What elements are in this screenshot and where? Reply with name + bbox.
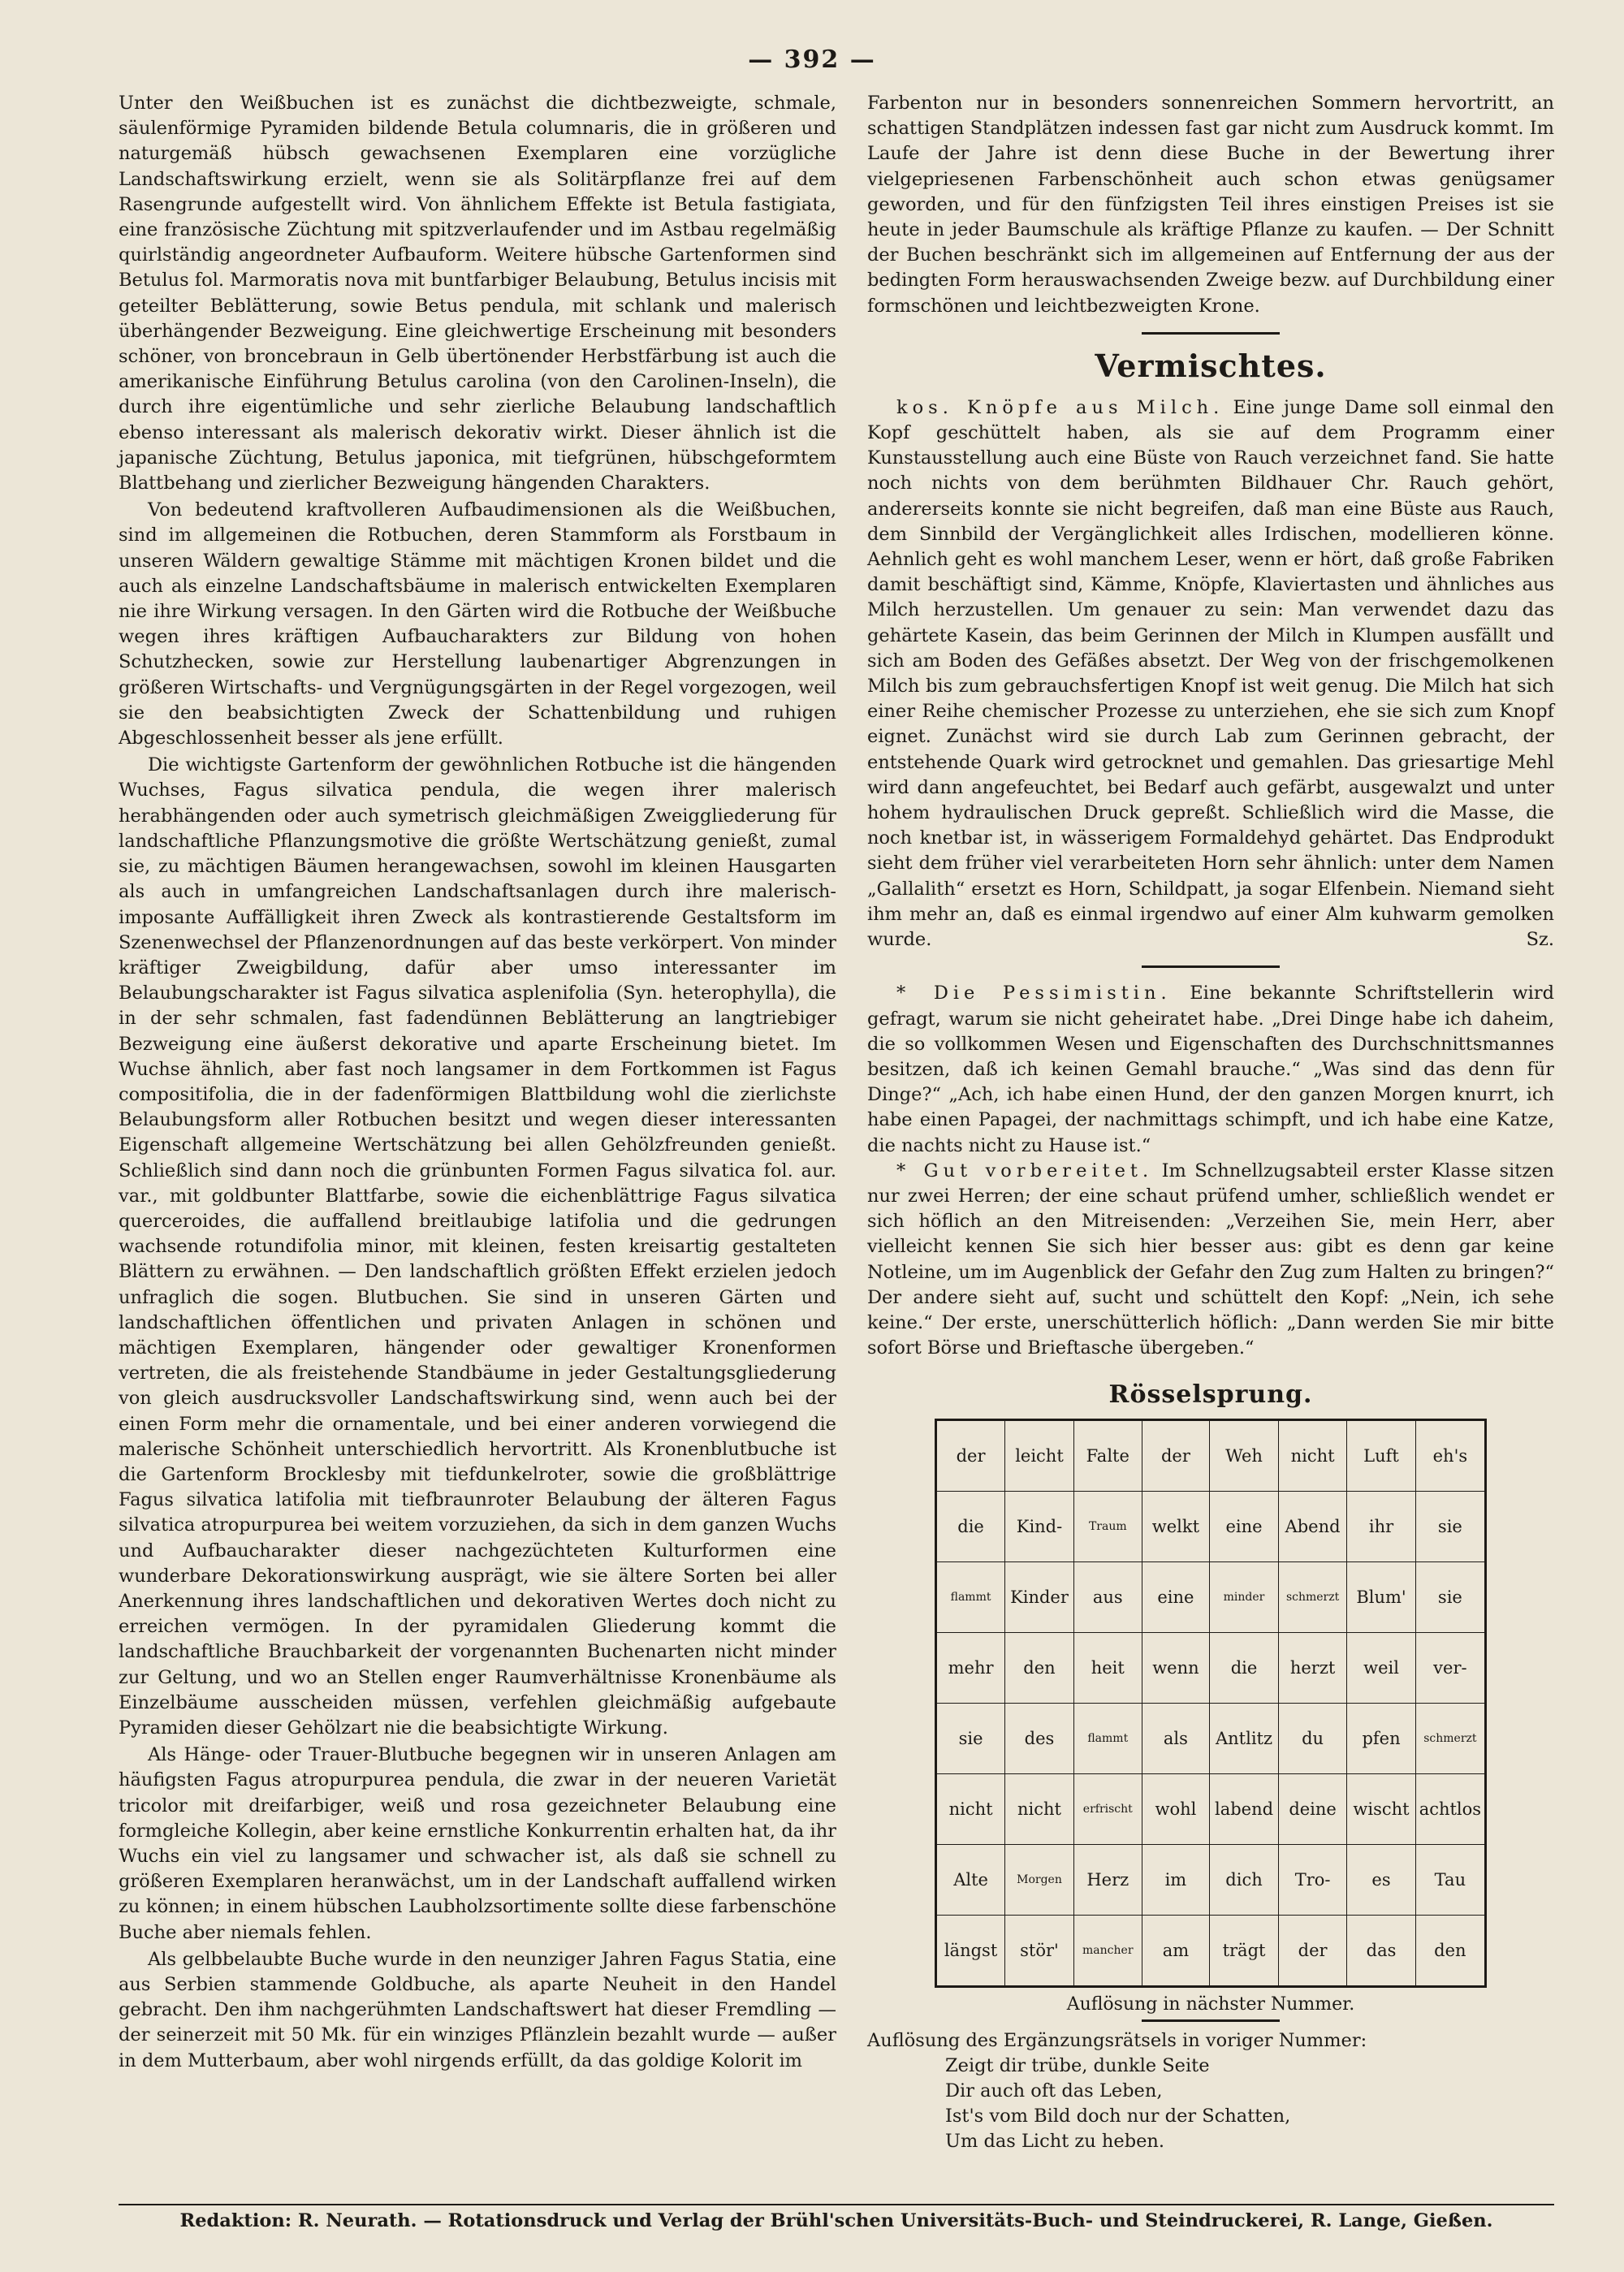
grid-cell: mancher xyxy=(1073,1916,1142,1987)
grid-cell: den xyxy=(1415,1916,1485,1987)
grid-cell: leicht xyxy=(1005,1420,1074,1492)
article-paragraph: Als gelbbelaubte Buche wurde in den neunziger Jahren Fagus Statia, eine aus Serbien stammende Goldbuche, als aparte Neuheit in den Handel gebracht. Den ihm nachgerühmten Landschaftswert hat dieser Fremdling — der seinerzeit mit 50 Mk. für ein winziges Pflänzlein bezahlt wurde — außer in dem Mutterbaum, aber wohl nirgends erfüllt, da das goldige Kolorit im xyxy=(119,1948,836,2071)
grid-cell: mehr xyxy=(936,1633,1005,1704)
grid-cell: deine xyxy=(1278,1774,1346,1845)
grid-cell: Weh xyxy=(1210,1420,1279,1492)
grid-cell: der xyxy=(1278,1916,1346,1987)
news-item-lead: * Die Pessimistin. xyxy=(896,983,1172,1004)
solution-heading: Auflösung des Ergänzungsrätsels in voriger Nummer: xyxy=(867,2030,1367,2052)
grid-cell: herzt xyxy=(1278,1633,1346,1704)
article-paragraph: Von bedeutend kraftvolleren Aufbaudimensionen als die Weißbuchen, sind im allgemeinen die Rotbuchen, deren Stammform als Forstbaum in unseren Wäldern gewaltige Stämme mit mächtigen Kronen bildet und die auch als einzelne Landschaftsbäume in malerisch entwickelten Exemplaren nie ihre Wirkung versagen. In den Gärten wird die Rotbuche der Weißbuche wegen ihres kräftigen Aufbaucharakters zur Bildung von hohen Schutzhecken, sowie zur Herstellung laubenartiger Abgrenzungen in größeren Wirtschafts- und Vergnügungsgärten in der Regel vorgezogen, weil sie den beabsichtigten Zweck der Schattenbildung und ruhigen Abgeschlossenheit besser als jene erfüllt. xyxy=(119,499,836,749)
grid-cell: Tau xyxy=(1415,1845,1485,1916)
grid-cell: dich xyxy=(1210,1845,1279,1916)
grid-row xyxy=(936,1633,1486,1704)
grid-cell: weil xyxy=(1347,1633,1415,1704)
grid-cell: längst xyxy=(936,1916,1005,1987)
article-continuation: Farbenton nur in besonders sonnenreichen Sommern hervortritt, an schattigen Standplätzen indessen fast gar nicht zum Ausdruck kommt. Im Laufe der Jahre ist denn diese Buche in der Bewertung ihrer vielgepriesenen Farbenschönheit auch schon etwas genügsamer geworden, und für den fünfzigsten Teil ihres einstigen Preises ist sie heute in jeder Baumschule als kräftige Pflanze zu kaufen. — Der Schnitt der Buchen beschränkt sich im allgemeinen auf Entfernung der aus der bedingten Form herauswachsenden Zweige bezw. auf Durchbildung einer formschönen und leichtbezweigten Krone. xyxy=(867,93,1554,317)
grid-cell: sie xyxy=(1415,1562,1485,1633)
puzzle-divider xyxy=(1142,2019,1280,2022)
news-item-lead: * Gut vorbereitet. xyxy=(896,1160,1154,1181)
grid-row xyxy=(936,1562,1486,1633)
grid-cell: welkt xyxy=(1142,1492,1209,1562)
grid-cell: Luft xyxy=(1347,1420,1415,1492)
grid-cell: achtlos xyxy=(1415,1774,1485,1845)
news-item-text: Im Schnellzugsabteil erster Klasse sitzen nur zwei Herren; der eine schaut prüfend umher, schließlich wendet er sich höflich an den Mitreisenden: „Verzeihen Sie, mein Herr, aber vielleicht kennen Sie sich hier besser aus: gibt es denn gar keine Notleine, um im Augenblick der Gefahr den Zug zum Halten zu bringen?“ Der andere sieht auf, sucht und schüttelt den Kopf: „Nein, ich sehe keine.“ Der erste, unerschütterlich höflich: „Dann werden Sie mir bitte sofort Börse und Brieftasche übergeben.“ xyxy=(867,1160,1554,1359)
grid-cell: die xyxy=(1210,1633,1279,1704)
puzzle-title: Rösselsprung. xyxy=(1108,1380,1313,1410)
imprint-footer: Redaktion: R. Neurath. — Rotationsdruck und Verlag der Brühl'schen Universitäts-Buch- und Steindruckerei, R. Lange, Gießen. xyxy=(179,2210,1493,2231)
vermischtes-title: Vermischtes. xyxy=(1095,347,1327,384)
grid-cell: nicht xyxy=(1278,1420,1346,1492)
grid-cell: Falte xyxy=(1073,1420,1142,1492)
grid-cell: eine xyxy=(1210,1492,1279,1562)
grid-cell: heit xyxy=(1073,1633,1142,1704)
grid-cell: wischt xyxy=(1347,1774,1415,1845)
grid-row xyxy=(936,1774,1486,1845)
poem-line: Ist's vom Bild doch nur der Schatten, xyxy=(945,2106,1291,2127)
grid-cell: flammt xyxy=(936,1562,1005,1633)
grid-cell: Kind- xyxy=(1005,1492,1074,1562)
grid-cell: du xyxy=(1278,1704,1346,1774)
grid-cell: nicht xyxy=(1005,1774,1074,1845)
grid-cell: flammt xyxy=(1073,1704,1142,1774)
grid-cell: pfen xyxy=(1347,1704,1415,1774)
grid-cell: sie xyxy=(1415,1492,1485,1562)
grid-cell: nicht xyxy=(936,1774,1005,1845)
grid-cell: wenn xyxy=(1142,1633,1209,1704)
solution-poem xyxy=(945,2054,1554,2154)
grid-cell: ihr xyxy=(1347,1492,1415,1562)
article-paragraph: Unter den Weißbuchen ist es zunächst die dichtbezweigte, schmale, säulenförmige Pyramiden bildende Betula columnaris, die in größeren und naturgemäß hübsch gewachsenen Exemplaren eine vorzügliche Landschaftswirkung erzielt, wenn sie als Solitärpflanze frei auf dem Rasengrunde aufgestellt wird. Von ähnlichem Effekte ist Betula fastigiata, eine französische Züchtung mit spitzverlaufender und im Astbau regelmäßig quirlständig angeordneter Aufbauform. Weitere hübsche Gartenformen sind Betulus fol. Marmoratis nova mit buntfarbiger Belaubung, Betulus incisis mit geteilter Beblätterung, sowie Betus pendula, mit schlank und malerisch überhängender Bezweigung. Eine gleichwertige Erscheinung mit besonders schöner, von broncebraun in Gelb übertönender Herbstfärbung ist auch die amerikanische Einführung Betulus carolina (von den Carolinen-Inseln), die durch ihre eigentümliche und sehr zierliche Belaubung landschaftlich ebenso interessant als malerisch dekorativ wirkt. Dieser ähnlich ist die japanische Züchtung, Betulus japonica, mit tiefgrünen, hübschgeformtem Blattbehang und zierlicher Bezweigung hängenden Charakters. xyxy=(119,93,836,495)
grid-cell: schmerzt xyxy=(1278,1562,1346,1633)
grid-cell: es xyxy=(1347,1845,1415,1916)
poem-line: Um das Licht zu heben. xyxy=(945,2131,1165,2153)
news-item-text: Eine junge Dame soll einmal den Kopf geschüttelt haben, als sie auf dem Programm einer Kunstausstellung auch eine Büste von Rauch verzeichnet fand. Sie hatte noch nichts von dem berühmten Bildhauer Chr. Rauch gehört, andererseits konnte sie nicht begreifen, daß man eine Büste aus Rauch, dem Sinnbild der Vergänglichkeit alles Irdischen, modellieren könne. Aehnlich geht es wohl manchem Leser, wenn er hört, daß große Fabriken damit beschäftigt sind, Kämme, Knöpfe, Klaviertasten und ähnliches aus Milch herzustellen. Um genauer zu sein: Man verwendet dazu das gehärtete Kasein, das beim Gerinnen der Milch in Klumpen ausfällt und sich am Boden des Gefäßes absetzt. Der Weg von der frischgemolkenen Milch bis zum gebrauchsfertigen Knopf ist weit genug. Die Milch hat sich einer Reihe chemischer Prozesse zu unterziehen, ehe sie sich zum Knopf eignet. Zunächst wird sie durch Lab zum Gerinnen gebracht, der entstehende Quark wird getrocknet und gemahlen. Das griesartige Mehl wird dann angefeuchtet, bei Bedarf auch gefärbt, ausgewalzt und unter hohem hydraulischen Druck gepreßt. Schließlich wird die Masse, die noch knetbar ist, in wässerigem Formaldehyd gehärtet. Das Endprodukt sieht dem früher viel verarbeiteten Horn sehr ähnlich: unter dem Namen „Gallalith“ ersetzt es Horn, Schildpatt, ja sogar Elfenbein. Niemand sieht ihm mehr an, daß es einmal irgendwo auf einer Alm kuhwarm gemolken wurde. xyxy=(867,396,1554,951)
grid-cell: den xyxy=(1005,1633,1074,1704)
news-item xyxy=(867,981,1554,1158)
grid-cell: Morgen xyxy=(1005,1845,1074,1916)
grid-row xyxy=(936,1704,1486,1774)
grid-cell: Herz xyxy=(1073,1845,1142,1916)
grid-cell: Traum xyxy=(1073,1492,1142,1562)
grid-cell: schmerzt xyxy=(1415,1704,1485,1774)
article-paragraph: Als Hänge- oder Trauer-Blutbuche begegnen wir in unseren Anlagen am häufigsten Fagus atropurpurea pendula, die zwar in der neueren Varietät tricolor mit dreifarbiger, weiß und rosa gezeichneter Belaubung eine formgleiche Kollegin, aber keine ernstliche Konkurrentin erhalten hat, da ihr Wuchs ein viel zu langsamer und schwacher ist, als daß sie schnell zu größeren Exemplaren heranwächst, um in der Landschaft auffallend wirken zu können; in einem hübschen Laubholzsortimente sollte diese farbenschöne Buche aber niemals fehlen. xyxy=(119,1744,836,1943)
puzzle-note: Auflösung in nächster Nummer. xyxy=(1066,1994,1355,2015)
grid-cell: eh's xyxy=(1415,1420,1485,1492)
grid-cell: des xyxy=(1005,1704,1074,1774)
news-item-text: Eine bekannte Schriftstellerin wird gefragt, warum sie nicht geheiratet habe. „Drei Dinge habe ich daheim, die so vollkommen Wesen und Eigenschaften des Durchschnittsmannes besitzen, daß ich keinen Gemahl brauche.“ „Was sind das denn für Dinge?“ „Ach, ich habe einen Hund, der den ganzen Morgen knurrt, ich habe einen Papagei, der nachmittags schimpft, und ich habe eine Katze, die nachts nicht zu Hause ist.“ xyxy=(867,983,1554,1156)
grid-cell: das xyxy=(1347,1916,1415,1987)
grid-cell: Antlitz xyxy=(1210,1704,1279,1774)
left-column xyxy=(119,91,836,2074)
knight-move-grid xyxy=(935,1419,1487,1988)
right-column xyxy=(867,91,1554,2154)
footer-rule xyxy=(119,2204,1554,2205)
poem-line: Dir auch oft das Leben, xyxy=(945,2080,1163,2102)
grid-cell: stör' xyxy=(1005,1916,1074,1987)
news-item xyxy=(867,1159,1554,1362)
grid-cell: sie xyxy=(936,1704,1005,1774)
grid-row xyxy=(936,1916,1486,1987)
grid-row xyxy=(936,1420,1486,1492)
grid-cell: Abend xyxy=(1278,1492,1346,1562)
grid-cell: eine xyxy=(1142,1562,1209,1633)
grid-cell: minder xyxy=(1210,1562,1279,1633)
grid-cell: der xyxy=(936,1420,1005,1492)
grid-cell: als xyxy=(1142,1704,1209,1774)
grid-cell: erfrischt xyxy=(1073,1774,1142,1845)
grid-cell: aus xyxy=(1073,1562,1142,1633)
poem-line: Zeigt dir trübe, dunkle Seite xyxy=(945,2055,1210,2077)
grid-cell: wohl xyxy=(1142,1774,1209,1845)
grid-cell: der xyxy=(1142,1420,1209,1492)
grid-cell: Tro- xyxy=(1278,1845,1346,1916)
grid-cell: Blum' xyxy=(1347,1562,1415,1633)
news-item-signature: Sz. xyxy=(1526,929,1554,951)
grid-row xyxy=(936,1845,1486,1916)
section-divider xyxy=(1142,332,1280,335)
article-paragraph: Die wichtigste Gartenform der gewöhnlichen Rotbuche ist die hängenden Wuchses, Fagus silvatica pendula, die wegen ihrer malerisch herabhängenden oder auch symetrisch gleichmäßigen Zweiggliederung für landschaftliche Pflanzungsmotive die größte Wertschätzung genießt, zumal sie, zu mächtigen Bäumen herangewachsen, sowohl im kleinen Hausgarten als auch in umfangreichen Landschaftsanlagen durch ihre malerisch-imposante Auffälligkeit ihren Zweck als kontrastierende Gestaltsform im Szenenwechsel der Pflanzenordnungen auf das beste verkörpert. Von minder kräftiger Zweigbildung, dafür aber umso interessanter im Belaubungscharakter ist Fagus silvatica asplenifolia (Syn. heterophylla), die in der sehr schmalen, fast fadendünnen Beblätterung an langtriebiger Bezweigung eine äußerst dekorative und aparte Erscheinung bietet. Im Wuchse ähnlich, aber fast noch langsamer in dem Fortkommen ist Fagus compositifolia, die in der fadenförmigen Blattbildung wohl die zierlichste Belaubungsform aller Rotbuchen besitzt und wegen dieser interessanten Eigenschaft allgemeine Wertschätzung bei allen Gehölzfreunden genießt. Schließlich sind dann noch die grünbunten Formen Fagus silvatica fol. aur. var., mit goldbunter Blattfarbe, sowie die eichenblättrige Fagus silvatica querceroides, die auffallend breitlaubige latifolia und die gedrungen wachsende rotundifolia minor, mit kleinen, festen kreisartig gestalteten Blättern zu erwähnen. — Den landschaftlich größten Effekt erzielen jedoch unfraglich die sogen. Blutbuchen. Sie sind in unseren Gärten und landschaftlichen öffentlichen und privaten Anlagen in schönen und mächtigen Exemplaren, hängender oder gewaltiger Kronenformen vertreten, die als freistehende Standbäume in jeder Gestaltungsgliederung von gleich ausdrucksvoller Landschaftswirkung sind, wenn auch bei der einen Form mehr die ornamentale, und bei einer anderen vorwiegend die malerische Schönheit unterschiedlich hervortritt. Als Kronenblutbuche ist die Gartenform Brocklesby mit tiefdunkelroter, sowie die großblättrige Fagus silvatica latifolia mit tiefbraunroter Belaubung der älteren Fagus silvatica atropurpurea bei weitem vorzuziehen, da sich in dem ganzen Wuchs und Aufbaucharakter dieser nachgezüchteten Kulturformen eine wunderbare Dekorationswirkung ausprägt, wie sie ältere Sorten bei aller Anerkennung ihres landschaftlichen und dekorativen Wertes doch nicht zu erreichen vermögen. In der pyramidalen Gliederung kommt die landschaftliche Brauchbarkeit der vorgenannten Buchenarten nicht minder zur Geltung, und wo an Stellen enger Raumverhältnisse Kronenbäume als Einzelbäume ausscheiden müssen, verfehlen gleichmäßig aufgebaute Pyramiden dieser Gehölzart nie die beabsichtigte Wirkung. xyxy=(119,754,836,1739)
news-item xyxy=(867,395,1554,952)
grid-cell: Alte xyxy=(936,1845,1005,1916)
news-item-lead: kos. Knöpfe aus Milch. xyxy=(896,396,1224,418)
grid-cell: im xyxy=(1142,1845,1209,1916)
grid-row xyxy=(936,1492,1486,1562)
page-number: — 392 — xyxy=(748,45,876,74)
grid-cell: Kinder xyxy=(1005,1562,1074,1633)
item-divider xyxy=(1142,965,1280,968)
grid-cell: die xyxy=(936,1492,1005,1562)
grid-cell: labend xyxy=(1210,1774,1279,1845)
grid-cell: ver- xyxy=(1415,1633,1485,1704)
grid-cell: trägt xyxy=(1210,1916,1279,1987)
grid-cell: am xyxy=(1142,1916,1209,1987)
